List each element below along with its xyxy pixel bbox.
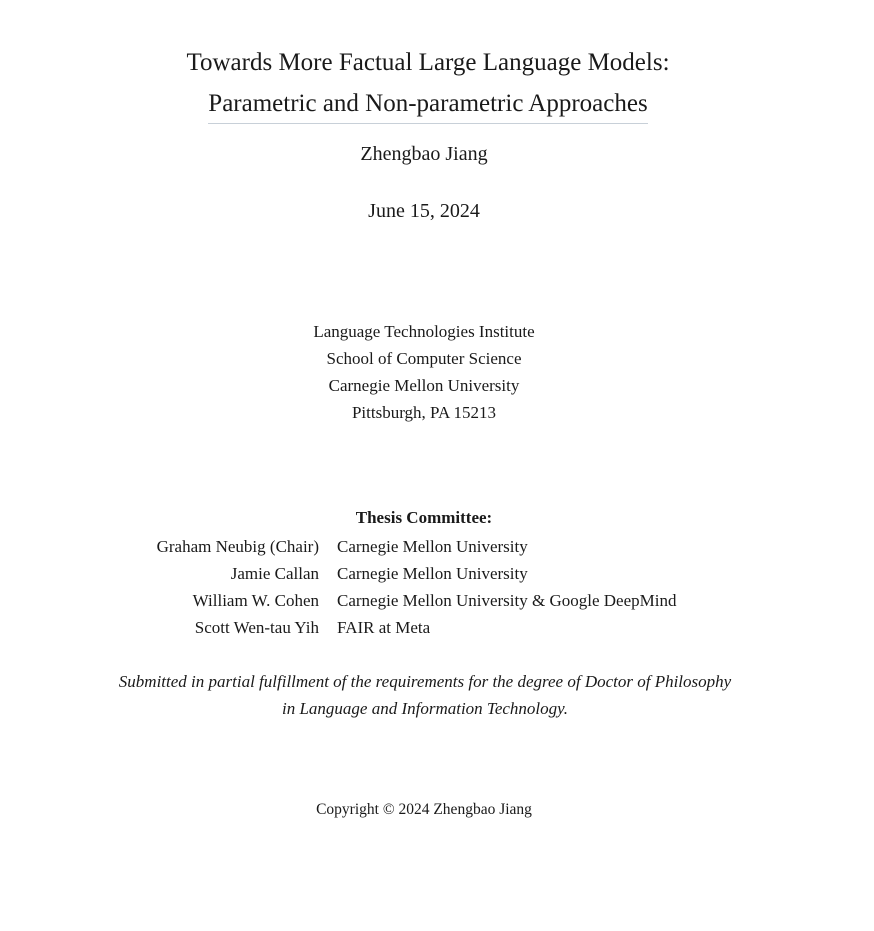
member-name: Graham Neubig (Chair) xyxy=(156,537,319,556)
institution-line: Language Technologies Institute xyxy=(313,322,535,341)
committee-list xyxy=(0,533,874,641)
institution-line: School of Computer Science xyxy=(326,349,522,368)
institution-address xyxy=(0,318,848,426)
member-affiliation: Carnegie Mellon University & Google DeepMind xyxy=(337,591,677,610)
title-line-2: Parametric and Non-parametric Approaches xyxy=(208,87,647,124)
copyright-notice: Copyright © 2024 Zhengbao Jiang xyxy=(316,801,532,818)
author-name: Zhengbao Jiang xyxy=(360,143,488,165)
committee-member xyxy=(0,614,874,641)
committee-heading: Thesis Committee: xyxy=(355,508,493,527)
member-affiliation: Carnegie Mellon University xyxy=(337,564,528,583)
member-affiliation: Carnegie Mellon University xyxy=(337,537,528,556)
institution-line: Pittsburgh, PA 15213 xyxy=(351,403,497,422)
member-name: Jamie Callan xyxy=(230,564,319,583)
thesis-date: June 15, 2024 xyxy=(368,200,480,222)
institution-line: Carnegie Mellon University xyxy=(328,376,520,395)
member-affiliation: FAIR at Meta xyxy=(337,618,431,637)
member-name: Scott Wen-tau Yih xyxy=(194,618,319,637)
title-line-1: Towards More Factual Large Language Models: xyxy=(186,49,670,76)
committee-member xyxy=(0,560,874,587)
committee-member xyxy=(0,533,874,560)
submission-line-1: Submitted in partial fulfillment of the requirements for the degree of Doctor of Philosophy xyxy=(118,672,732,691)
submission-line-2: in Language and Information Technology. xyxy=(281,699,568,718)
thesis-title xyxy=(0,42,856,124)
member-name: William W. Cohen xyxy=(192,591,319,610)
submission-statement xyxy=(0,668,850,722)
committee-member xyxy=(0,587,874,614)
